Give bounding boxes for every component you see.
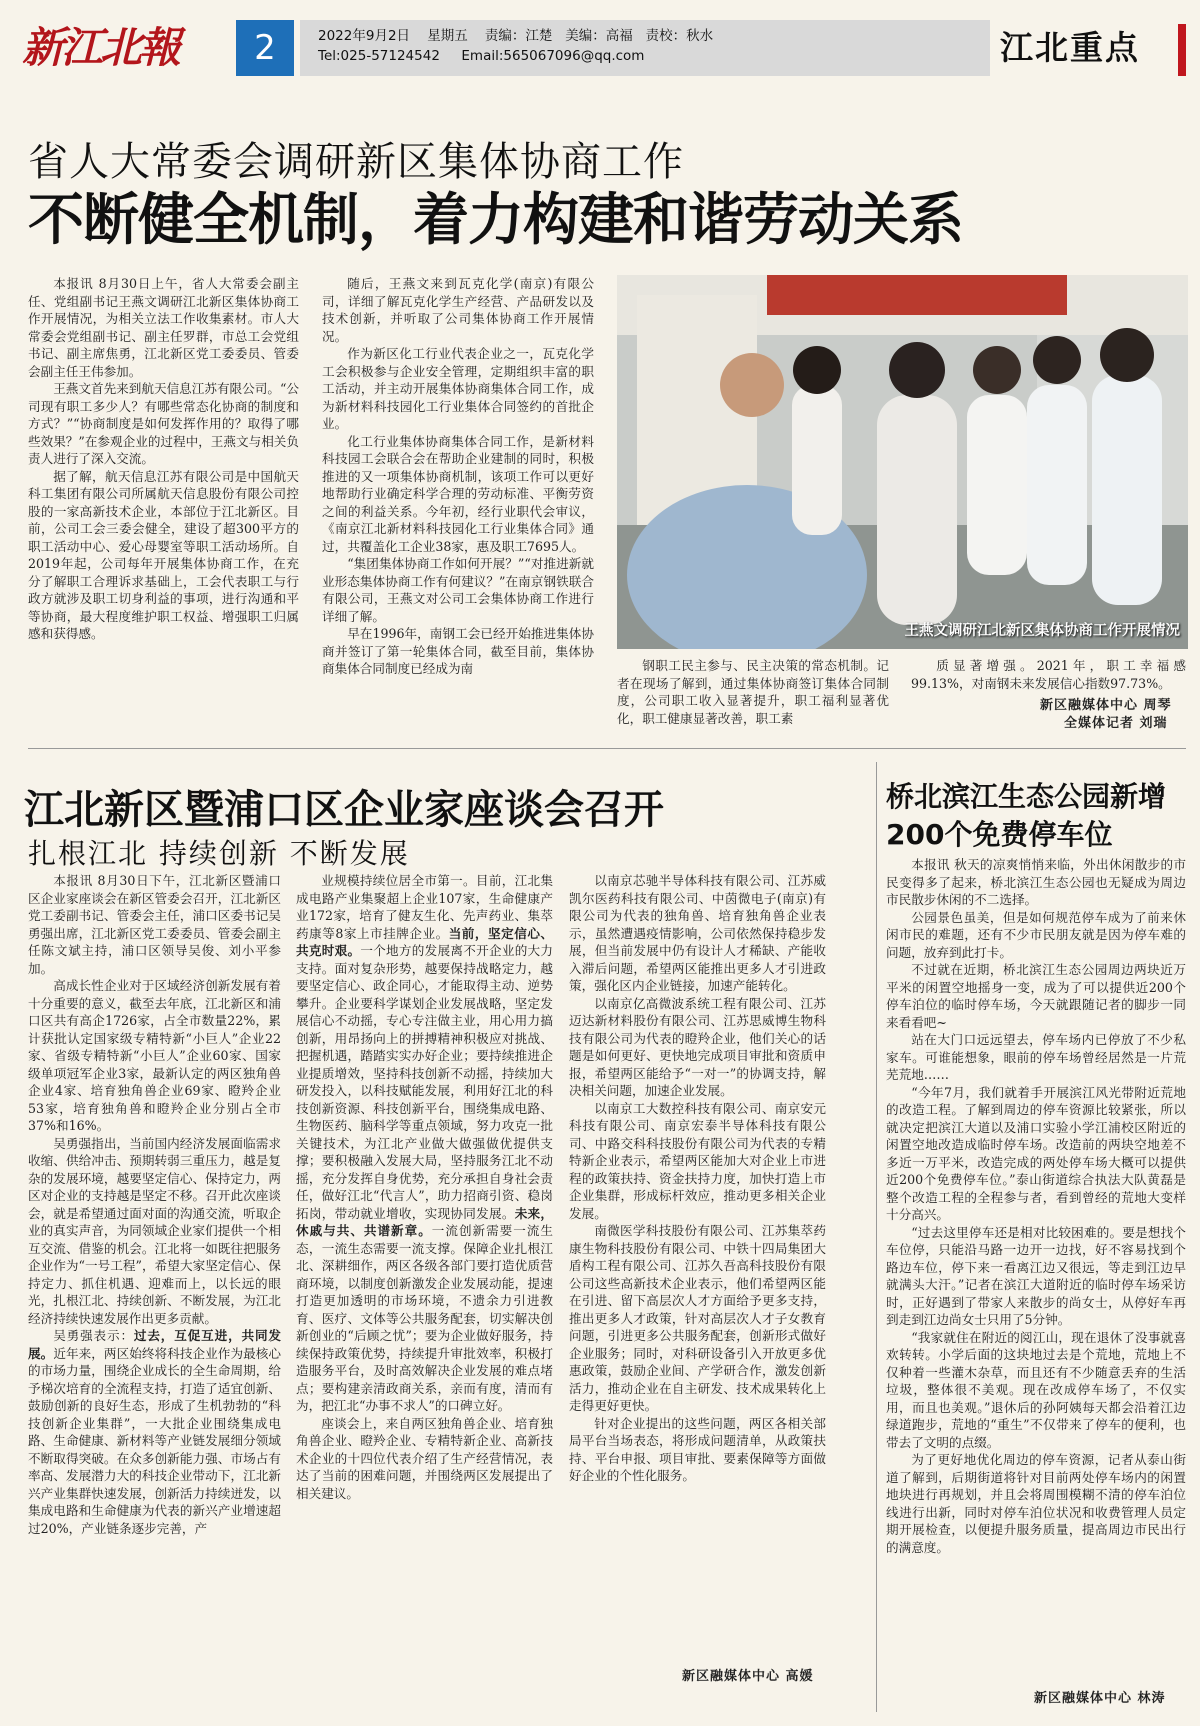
article2-subhead: 扎根江北 持续创新 不断发展 (28, 837, 410, 870)
contact-tel: Tel:025-57124542 (318, 48, 440, 64)
article2-column-2 (296, 872, 553, 1712)
section-title: 江北重点 (1000, 28, 1140, 67)
paragraph: 站在大门口远远望去，停车场内已停放了不少私家车。可谁能想象，眼前的停车场曾经居然是一片荒芜荒地…… (886, 1032, 1186, 1082)
contact-email: Email:565067096@qq.com (461, 48, 645, 64)
editor-name: 责编：江楚 (484, 28, 553, 44)
paragraph: 作为新区化工行业代表企业之一，瓦克化学工会积极参与企业安全管理，定期组织丰富的职工活动，并主动开展集体协商集体合同工作，成为新材料科技园化工行业集体合同签约的首批企业。 (322, 346, 594, 431)
paragraph: 业规模持续位居全市第一。目前，江北集成电路产业集聚超上企业107家，生命健康产业172家，培育了健友生化、先声药业、集萃药康等8家上市挂牌企业。当前，坚定信心、共克时艰。一个地方的发展离不开企业的大力支持。面对复杂形势，越要保持战略定力，越要坚定信心、政企同心，才能取得主动、逆势攀升。企业要科学谋划企业发展战略，坚定发展信心不动摇，专心专注做主业，用心用力搞创新，用昂扬向上的拼搏精神积极应对挑战、把握机遇，踏踏实实办好企业；要持续推进企业提质增效，坚持科技创新不动摇，持续加大研发投入，以科技赋能发展，利用好江北的科技创新资源、科技创新平台，围绕集成电路、生物医药、脑科学等重点领域，努力攻克一批关键技术，为江北产业做大做强做优提供支撑；要积极融入发展大局，坚持服务江北不动摇，充分发挥自身优势，充分承担自身社会责任，做好江北“代言人”，助力招商引资、稳岗拓岗，带动就业增收，实现协同发展。未来，休戚与共、共谱新章。一流创新需要一流生态，一流生态需要一流支撑。保障企业扎根江北、深耕细作，两区各级各部门要打造优质营商环境，以制度创新激发企业发展动能，提速打造更加透明的市场环境，不遗余力引进教育、医疗、文体等公共服务配套，切实解决创新创业的“后顾之忧”；要为企业做好服务，持续保持政策优势，持续提升审批效率，积极打造服务平台，及时高效解决企业发展的难点堵点；要构建亲清政商关系，亲而有度，清而有为，把江北“办事不求人”的口碑立好。 (296, 873, 553, 1413)
masthead-logo: 新江北報 (22, 23, 179, 72)
paragraph: 以南京亿高微波系统工程有限公司、江苏迈达新材料股份有限公司、江苏思威博生物科技有限公司为代表的瞪羚企业，他们关心的话题是如何更好、更快地完成项目审批和资质申报，希望两区能给予“一对一”的协调支持，解决相关问题，加速企业发展。 (569, 995, 826, 1098)
paragraph: 为了更好地优化周边的停车资源，记者从泰山街道了解到，后期街道将针对目前两处停车场内的闲置地块进行再规划，并且会将周围模糊不清的停车泊位线进行出新，同时对停车泊位状况和收费管理人员定期开展检查，以便提升服务质量，提高周边市民出行的满意度。 (886, 1452, 1186, 1555)
paragraph: “集团集体协商工作如何开展？”“对推进新就业形态集体协商工作有何建议？”在南京钢铁联合有限公司，王燕文对公司工会集体协商工作进行详细了解。 (322, 556, 594, 624)
article1-photo (617, 275, 1188, 649)
paragraph: 本报讯 8月30日上午，省人大常委会副主任、党组副书记王燕文调研江北新区集体协商工作开展情况，为相关立法工作收集素材。市人大常委会党组副书记、副主任罗群，市总工会党组书记、副主席焦勇，江北新区党工委委员、管委会副主任王伟参加。 (28, 276, 299, 379)
issue-weekday: 星期五 (427, 28, 468, 44)
paragraph: 以南京芯驰半导体科技有限公司、江苏威凯尔医药科技有限公司、中茵微电子(南京)有限公司为代表的独角兽、培育独角兽企业表示，虽然遭遇疫情影响，公司依然保持稳步发展，但当前发展中仍有设计人才稀缺、产能收入滞后问题，希望两区能推出更多人才引进政策，强化区内企业链接，加速产能转化。 (569, 873, 826, 993)
paragraph: 公园景色虽美，但是如何规范停车成为了前来休闲市民的难题，还有不少市民朋友就是因为停车难的问题，放弃到此打卡。 (886, 909, 1186, 960)
section-marker (1178, 24, 1186, 76)
paragraph: 高成长性企业对于区域经济创新发展有着十分重要的意义，截至去年底，江北新区和浦口区共有高企1726家，占全市数量22%，累计获批认定国家级专精特新“小巨人”企业22家、省级专精特新“小巨人”企业60家、国家级单项冠军企业3家，最新认定的两区独角兽企业4家、培育独角兽企业69家、瞪羚企业53家，培育独角兽和瞪羚企业分别占全市37%和16%。 (28, 978, 281, 1133)
article3-column-1 (886, 856, 1186, 1676)
article1-column-3 (617, 657, 889, 727)
article2-column-3 (569, 872, 826, 1662)
article2-credit: 新区融媒体中心 高媛 (682, 1669, 814, 1684)
issue-date: 2022年9月2日 (318, 28, 411, 44)
paragraph: 针对企业提出的这些问题，两区各相关部局平台当场表态，将形成问题清单，从政策扶持、平台申报、项目审批、要素保障等方面做好企业的个性化服务。 (569, 1415, 826, 1483)
photo-caption: 王燕文调研江北新区集体协商工作开展情况 (904, 623, 1180, 639)
column-divider (876, 762, 877, 1712)
article1-column-2 (322, 275, 594, 725)
article2-headline: 江北新区暨浦口区企业家座谈会召开 (24, 787, 664, 833)
paragraph: 随后，王燕文来到瓦克化学(南京)有限公司，详细了解瓦克化学生产经营、产品研发以及技术创新，并听取了公司集体协商工作开展情况。 (322, 276, 594, 344)
paragraph: 座谈会上，来自两区独角兽企业、培育独角兽企业、瞪羚企业、专精特新企业、高新技术企业的十四位代表介绍了生产经营情况，表达了当前的困难问题，并围绕两区发展提出了相关建议。 (296, 1415, 553, 1501)
divider-line (28, 748, 1186, 749)
article1-column-4 (911, 657, 1186, 697)
paragraph: 吴勇强表示：过去，互促互进，共同发展。近年来，两区始终将科技企业作为最核心的市场力量，围绕企业成长的全生命周期，给予梯次培育的全流程支持，打造了适宜创新、鼓励创新的良好生态，形成了生机勃勃的“科技创新企业集群”，一大批企业围绕集成电路、生命健康、新材料等产业链发展细分领域不断取得突破。在众多创新能力强、市场占有率高、发展潜力大的科技企业带动下，江北新兴产业集群快速发展，创新活力持续迸发，以集成电路和生命健康为代表的新兴产业增速超过20%，产业链条逐步完善，产 (28, 1328, 281, 1536)
paragraph: “我家就住在附近的阅江山，现在退休了没事就喜欢转转。小学后面的这块地过去是个荒地，荒地上不仅种着一些灌木杂草，而且还有不少随意丢弃的生活垃圾，整体很不美观。现在改成停车场了，不仅实用，而且也美观。”退休后的孙阿姨每天都会沿着江边绿道跑步，荒地的“重生”不仅带来了停车的便利，也带去了文明的点缀。 (886, 1329, 1186, 1450)
article2-column-1 (28, 872, 281, 1712)
article1-credit-1: 新区融媒体中心 周琴 (1040, 698, 1172, 713)
info-line-2 (318, 46, 972, 66)
designer-name: 美编：高福 (565, 28, 633, 44)
paragraph: 质显著增强。2021年，职工幸福感99.13%，对南钢未来发展信心指数97.73%。 (911, 658, 1186, 691)
article3-credit: 新区融媒体中心 林涛 (1034, 1691, 1166, 1706)
paragraph: 王燕文首先来到航天信息江苏有限公司。“公司现有职工多少人？有哪些常态化协商的制度和方式？”“协商制度是如何发挥作用的？取得了哪些效果？”在参观企业的过程中，王燕文与相关负责人进行了深入交流。 (28, 381, 299, 466)
paragraph: 以南京工大数控科技有限公司、南京安元科技有限公司、南京宏泰半导体科技有限公司、中路交科科技股份有限公司为代表的专精特新企业表示，希望两区能加大对企业上市进程的政策扶持、资金扶持力度，加快打造上市企业集群，形成标杆效应，推动更多相关企业发展。 (569, 1100, 826, 1221)
paragraph: 本报讯 秋天的凉爽悄悄来临，外出休闲散步的市民变得多了起来，桥北滨江生态公园也无疑成为周边市民散步休闲的不二选择。 (886, 857, 1186, 907)
paragraph: 钢职工民主参与、民主决策的常态机制。记者在现场了解到，通过集体协商签订集体合同制度，公司职工收入显著提升，职工福利显著优化，职工健康显著改善，职工素 (617, 658, 889, 726)
paragraph: 本报讯 8月30日下午，江北新区暨浦口区企业家座谈会在新区管委会召开，江北新区党工委副书记、管委会主任，浦口区委书记吴勇强出席，江北新区党工委委员、管委会副主任陈文斌主持，浦口区领导吴俊、刘小平参加。 (28, 873, 281, 976)
paragraph: “过去这里停车还是相对比较困难的。要是想找个车位停，只能沿马路一边开一边找，好不容易找到个路边车位，停下来一看离江边又很远，等走到江边早就满头大汗。”记者在滨江大道附近的临时停车场采访时，正好遇到了带家人来散步的尚女士，从停好车再到走到江边尚女士只用了5分钟。 (886, 1224, 1186, 1327)
info-line-1 (318, 26, 972, 46)
paragraph: 吴勇强指出，当前国内经济发展面临需求收缩、供给冲击、预期转弱三重压力，越是复杂的发展环境，越要坚定信心、保持定力，两区对企业的支持越是坚定不移。召开此次座谈会，就是希望通过面对面的沟通交流，听取企业的真实声音，为同领域企业家们提供一个相互交流、借鉴的机会。江北将一如既往把服务企业作为“一号工程”，希望大家坚定信心、保持定力、抓住机遇、迎难而上，以长远的眼光，扎根江北、持续创新、不断发展，为江北经济持续快速发展作出更多贡献。 (28, 1135, 281, 1326)
article1-credit-2: 全媒体记者 刘瑞 (1064, 716, 1168, 731)
proofreader-name: 责校：秋水 (645, 28, 714, 44)
paragraph: 不过就在近期，桥北滨江生态公园周边两块近万平米的闲置空地摇身一变，成为了可以提供近200个停车泊位的临时停车场，今天就跟随记者的脚步一同来看看吧~ (886, 962, 1186, 1030)
article1-headline: 不断健全机制，着力构建和谐劳动关系 (28, 188, 963, 253)
paragraph: 据了解，航天信息江苏有限公司是中国航天科工集团有限公司所属航天信息股份有限公司控股的一家高新技术企业，本部位于江北新区。目前，公司工会三委会健全，建设了超300平方的职工活动中心、爱心母婴室等职工活动场所。自2019年起，公司每年开展集体协商工作，在充分了解职工合理诉求基础上，工会代表职工与行政方就涉及职工切身利益的事项，进行沟通和平等协商，最大程度维护职工权益、增强职工归属感和获得感。 (28, 468, 299, 641)
meeting-photo-illustration (617, 275, 1188, 649)
paragraph: 南微医学科技股份有限公司、江苏集萃药康生物科技股份有限公司、中铁十四局集团大盾构工程有限公司、江苏久吾高科技股份有限公司这些高新技术企业表示，他们希望两区能在引进、留下高层次人才方面给予更多支持，推出更多人才政策，针对高层次人才子女教育问题，引进更多公共服务配套，创新形式做好企业服务；同时，对科研设备引入开放更多优惠政策，鼓励企业间、产学研合作，激发创新活力，推动企业在自主研发、技术成果转化上走得更好更快。 (569, 1223, 826, 1413)
paragraph: “今年7月，我们就着手开展滨江风光带附近荒地的改造工程。了解到周边的停车资源比较紧张，所以就决定把滨江大道以及浦口实验小学江浦校区附近的闲置空地改造成临时停车场。改造前的两块空地差不多近一万平米，改造完成的两处停车场大概可以提供近200个免费停车位。”泰山街道综合执法大队黄磊是整个改造工程的全程参与者，看到曾经的荒地大变样十分高兴。 (886, 1084, 1186, 1222)
article1-column-1 (28, 275, 299, 725)
paragraph: 化工行业集体协商集体合同工作，是新材料科技园工会联合会在帮助企业建制的同时，积极推进的又一项集体协商机制，该项工作可以更好地帮助行业确定科学合理的劳动标准、平衡劳资之间的利益关系。今年初，经行业职代会审议，《南京江北新材料科技园化工行业集体合同》通过，共覆盖化工企业38家，惠及职工7695人。 (322, 433, 594, 554)
article1-kicker: 省人大常委会调研新区集体协商工作 (28, 139, 684, 185)
paragraph: 早在1996年，南钢工会已经开始推进集体协商并签订了第一轮集体合同，截至目前，集体协商集体合同制度已经成为南 (322, 626, 594, 676)
article3-headline: 桥北滨江生态公园新增200个免费停车位 (886, 780, 1167, 851)
info-bar (300, 20, 990, 76)
page-number: 2 (236, 20, 294, 76)
